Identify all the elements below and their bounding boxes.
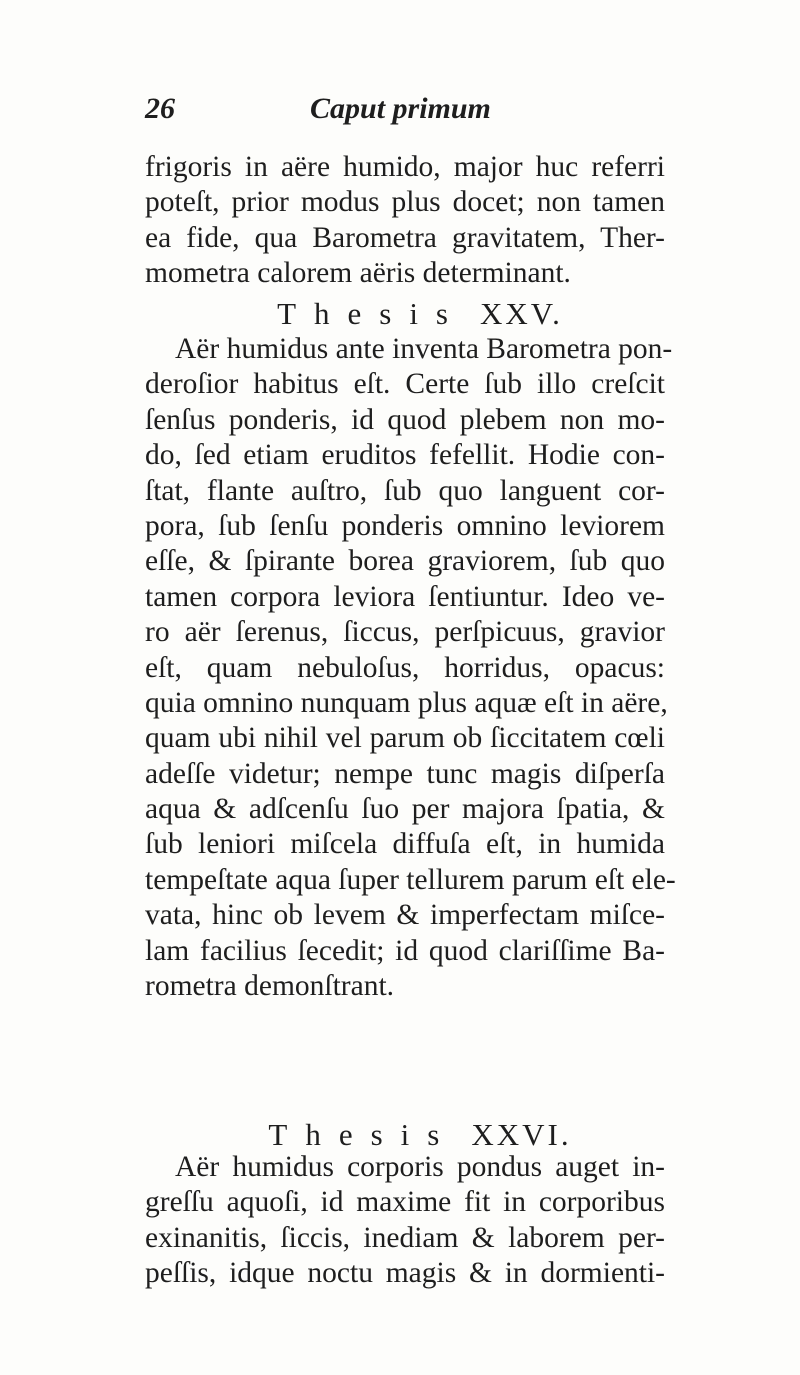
text-line: ſub leniori miſcela diffuſa eſt, in humida xyxy=(145,828,665,861)
thesis-heading-25 xyxy=(145,296,665,336)
text-line: eſt, quam nebuloſus, horridus, opacus: xyxy=(145,651,665,684)
text-line: vata, hinc ob levem & imperfectam miſce- xyxy=(145,899,665,932)
paragraph-1 xyxy=(145,150,665,292)
paragraph-3 xyxy=(145,1150,665,1292)
page-number: 26 xyxy=(145,92,175,125)
thesis-label: Thesis xyxy=(268,1117,458,1152)
thesis-numeral: XXV. xyxy=(480,296,563,331)
text-line: ſenſus ponderis, id quod plebem non mo- xyxy=(145,403,665,436)
text-line: pora, ſub ſenſu ponderis omnino leviorem xyxy=(145,509,665,542)
text-line: do, ſed etiam eruditos fefellit. Hodie con- xyxy=(145,439,665,472)
text-line: Aër humidus corporis pondus auget in- xyxy=(175,1151,665,1183)
text-line: tempeſtate aqua ſuper tellurem parum eſt ele- xyxy=(145,863,676,896)
text-line: ſtat, flante auſtro, ſub quo languent cor- xyxy=(145,474,665,507)
running-head xyxy=(0,92,800,132)
thesis-label: Thesis xyxy=(277,296,466,331)
thesis-numeral: XXVI. xyxy=(471,1117,572,1152)
text-line: Aër humidus ante inventa Barometra pon- xyxy=(175,333,673,365)
text-line: tamen corpora leviora ſentiuntur. Ideo ve- xyxy=(145,580,665,613)
paragraph-2 xyxy=(145,332,676,1004)
text-line: rometra demonſtrant. xyxy=(145,970,395,1003)
text-line: poteſt, prior modus plus docet; non tamen xyxy=(145,186,665,219)
text-line: adeſſe videtur; nempe tunc magis diſperſa xyxy=(145,757,665,790)
text-line: exinanitis, ſiccis, inediam & laborem per- xyxy=(145,1221,665,1254)
text-line: greſſu aquoſi, id maxime fit in corporibus xyxy=(145,1186,665,1219)
text-line: ro aër ſerenus, ſiccus, perſpicuus, gravior xyxy=(145,616,665,649)
text-line: mometra calorem aëris determinant. xyxy=(145,257,571,290)
running-title: Caput primum xyxy=(310,92,491,125)
text-line: frigoris in aëre humido, major huc referri xyxy=(145,151,665,183)
text-line: peſſis, idque noctu magis & in dormienti- xyxy=(145,1257,665,1290)
text-line: quam ubi nihil vel parum ob ſiccitatem cœli xyxy=(145,722,665,755)
text-line: aqua & adſcenſu ſuo per majora ſpatia, & xyxy=(145,793,665,826)
text-line: quia omnino nunquam plus aquæ eſt in aëre, xyxy=(145,686,668,719)
text-line: lam facilius ſecedit; id quod clariſſime Ba- xyxy=(145,934,665,967)
text-line: deroſior habitus eſt. Certe ſub illo creſcit xyxy=(145,368,665,401)
text-line: ea fide, qua Barometra gravitatem, Ther- xyxy=(145,221,665,254)
text-line: eſſe, & ſpirante borea graviorem, ſub quo xyxy=(145,545,665,578)
